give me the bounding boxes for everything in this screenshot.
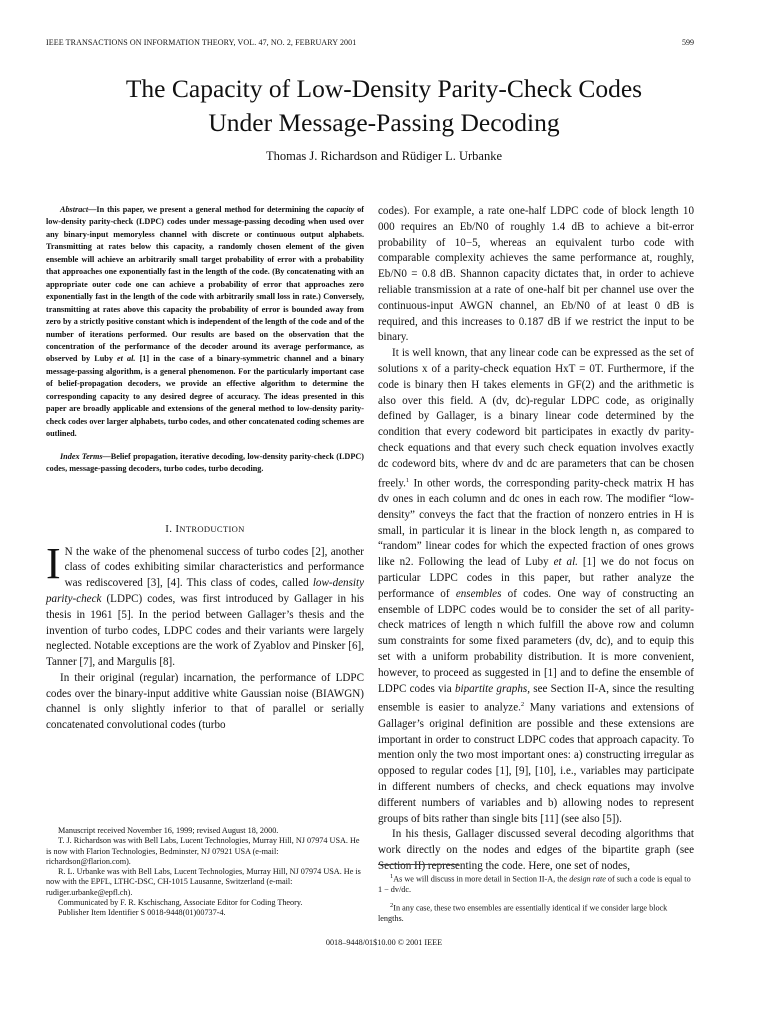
- footnote-ref-2: 2: [520, 701, 525, 709]
- abstract-emphasis-2: et al.: [117, 354, 136, 364]
- footnote-urbanke: R. L. Urbanke was with Bell Labs, Lucent Technologies, Murray Hill, NJ 07974 USA. He is now with the EPFL, LTHC-DSC, CH-1015 Lausanne, Switzerland (e-mail: rudiger.urbanke@epfl.ch).: [46, 867, 361, 897]
- intro-paragraph-2: In their original (regular) incarnation, the performance of LDPC codes over the binary-input additive white Gaussian noise (BIAWGN) channel is only slightly inferior to that of parallel or serially concatenated convolutional codes (turbo: [46, 671, 364, 732]
- left-column: [46, 204, 364, 734]
- footnote-manuscript: Manuscript received November 16, 1999; revised August 18, 2000.: [58, 826, 279, 835]
- right-paragraph-3: In his thesis, Gallager discussed several decoding algorithms that work directly on the nodes and edges of the bipartite graph (see Section II) representing the code. Here, one set of nodes,: [378, 828, 694, 873]
- copyright-line: 0018–9448/01$10.00 © 2001 IEEE: [325, 938, 443, 947]
- authors: Thomas J. Richardson and Rüdiger L. Urbanke: [265, 149, 503, 163]
- intro-paragraph-1: [46, 538, 364, 671]
- abstract-text-2: of low-density parity-check (LDPC) codes under message-passing decoding when used over any binary-input memoryless channel with discrete or continuous output alphabets. Transmitting at rates below this capacity, a randomly chosen element of the given ensemble will achieve an arbitrarily small target probability of error with a probability that approaches one exponentially fast in the length of the code. (By concatenating with an appropriate outer code one can achieve a probability of error that approaches zero exponentially fast in the length of the code with arbitrarily small loss in rate.) Conversely, transmitting at rates above this capacity the probability of error is bounded away from zero by a strictly positive constant which is independent of the length of the code and of the number of iterations performed. Our results are based on the observation that the concentration of the performance of the decoder around its average performance, as observed by Luby: [46, 205, 364, 364]
- section-numeral: I.: [165, 522, 176, 535]
- abstract-emphasis-1: capacity: [326, 205, 355, 214]
- footnote-2-mark: 2: [390, 902, 394, 910]
- footnote-1-emphasis: design rate: [569, 874, 606, 884]
- section-title-rest: NTRODUCTION: [179, 523, 245, 534]
- right-p2-emphasis-1: et al.: [553, 556, 578, 569]
- abstract-label: Abstract—: [60, 205, 97, 214]
- right-p2-text-5: see Section II-A, since the resulting ensemble is easier to analyze.: [378, 682, 694, 715]
- footnote-1: [378, 872, 694, 895]
- title-line-2: Under Message-Passing Decoding: [208, 108, 560, 137]
- abstract-text-3: [1] in the case of a binary-symmetric channel and a binary message-passing algorithm, is a general phenomenon. For the particularly important case of belief-propagation decoders, we provide an effective algorithm to determine the corresponding capacity to any desired degree of accuracy. The ideas presented in this paper are broadly applicable and extensions of the general method to low-density parity-check codes over larger alphabets, turbo codes, and other concatenated coding schemes are outlined.: [46, 354, 364, 439]
- footnote-rule: [378, 864, 458, 865]
- footnote-ref-1: 1: [405, 476, 410, 484]
- right-p2-emphasis-3: bipartite graphs,: [454, 682, 530, 695]
- right-p2-emphasis-2: ensembles: [455, 587, 502, 600]
- intro-p1-text-2: (LDPC) codes, was first introduced by Gallager in his thesis in 1961 [5]. In the period between Gallager’s thesis and the invention of turbo codes, LDPC codes and their variants were largely neglected. Notable exceptions are the work of Zyablov and Pinsker [6], Tanner [7], and Margulis [8].: [46, 592, 364, 669]
- footnote-1-text-a: As we will discuss in more detail in Section II-A, the: [393, 874, 570, 884]
- footnote-2-text: In any case, these two ensembles are essentially identical if we consider large block lengths.: [378, 904, 668, 924]
- left-footnotes: [46, 826, 364, 919]
- journal-header: IEEE TRANSACTIONS ON INFORMATION THEORY, VOL. 47, NO. 2, FEBRUARY 2001: [46, 38, 357, 47]
- right-p2-text-1: It is well known, that any linear code can be expressed as the set of solutions x of a parity-check equation HxT = 0T. Furthermore, if the code is binary then H takes elements in GF(2) and the arithmetic is also over this field. A (dv, dc)-regular LDPC code, as originally defined by Gallager, is a binary linear code determined by the condition that every codeword bit participates in exactly dv parity-check equations and that every such check equation involves exactly dc codeword bits, where dv and dc are parameters that can be chosen freely.: [378, 347, 694, 490]
- right-column: [378, 204, 694, 875]
- title-line-1: The Capacity of Low-Density Parity-Check Codes: [125, 74, 643, 103]
- abstract-text-1: In this paper, we present a general method for determining the: [96, 205, 327, 214]
- footnote-communicated: Communicated by F. R. Kschischang, Associate Editor for Coding Theory.: [58, 898, 303, 908]
- right-paragraph-2: [378, 346, 694, 827]
- footnote-richardson: T. J. Richardson was with Bell Labs, Lucent Technologies, Murray Hill, NJ 07974 USA. He is now with Flarion Technologies, Bedminster, NJ 07921 USA (e-mail: richardson@flarion.com).: [46, 836, 360, 866]
- abstract: [46, 204, 364, 441]
- section-title-first: I: [175, 522, 180, 535]
- section-heading-introduction: [46, 523, 364, 535]
- footnote-publisher-id: Publisher Item Identifier S 0018-9448(01)00737-4.: [58, 908, 226, 918]
- footnote-1-text-b: of such a code is equal to 1 − dv/dc.: [378, 874, 691, 895]
- right-p2-text-2: In other words, the corresponding parity-check matrix H has dv ones in each column and dc ones in each row. The modifier “low-density” conveys the fact that the fraction of nonzero entries in H is small, in particular it is linear in the block length n, as compared to “random” linear codes for which the expected fraction of ones grows like n2. Following the lead of Luby: [378, 477, 694, 569]
- index-terms-label: Index Terms—: [60, 451, 111, 461]
- footnote-1-mark: 1: [390, 873, 394, 880]
- page-number: 599: [682, 38, 694, 47]
- index-terms-text: Belief propagation, iterative decoding, low-density parity-check (LDPC) codes, message-passing decoders, turbo codes, turbo decoding.: [46, 451, 364, 474]
- intro-p1-text-1: N the wake of the phenomenal success of turbo codes [2], another class of codes exhibiting similar characteristics and performance was rediscovered [3], [4]. This class of codes, called: [64, 545, 364, 590]
- footnote-2: [378, 901, 694, 924]
- drop-cap: I: [46, 538, 61, 588]
- intro-p1-emphasis: low-density parity-check: [46, 577, 364, 605]
- right-paragraph-1: codes). For example, a rate one-half LDPC code of block length 10 000 requires an Eb/N0 of roughly 1.4 dB to achieve a bit-error probability of 10−5, whereas an equivalent turbo code with comparable complexity achieves the same performance at, roughly, Eb/N0 = 0.8 dB. Shannon capacity dictates that, in order to achieve reliable transmission at a rate of one-half bit per channel use over the continuous-input AWGN channel, an Eb/N0 of at least 0 dB is required, and this increases to 0.187 dB if we restrict the input to be binary.: [378, 205, 694, 344]
- right-p2-text-6: Many variations and extensions of Gallager’s original definition are possible and these extensions are important in order to construct LDPC codes that approach capacity. To mention only the two most important ones: a) constructing irregular as opposed to regular codes [1], [9], [10], i.e., variables may participate in different numbers of checks, and check equations may involve different numbers of variables and b) allowing nodes to represent groups of bits rather than single bits [11] (see also [5]).: [378, 702, 694, 825]
- paper-title: [0, 72, 768, 140]
- right-p2-text-3: [1] we do not focus on particular LDPC codes in this paper, but rather analyze the performance of: [378, 556, 694, 600]
- index-terms: [46, 451, 364, 476]
- right-footnotes: [378, 872, 694, 931]
- right-p2-text-4: of codes. One way of constructing an ensemble of LDPC codes would be to consider the set of all parity-check matrices of length n which fulfill the above row and column sum constraints for some fixed parameters (dv, dc), and to equip this set with a uniform probability distribution. It is more convenient, however, to proceed as suggested in [1] and to define the ensemble of LDPC codes via: [378, 587, 694, 695]
